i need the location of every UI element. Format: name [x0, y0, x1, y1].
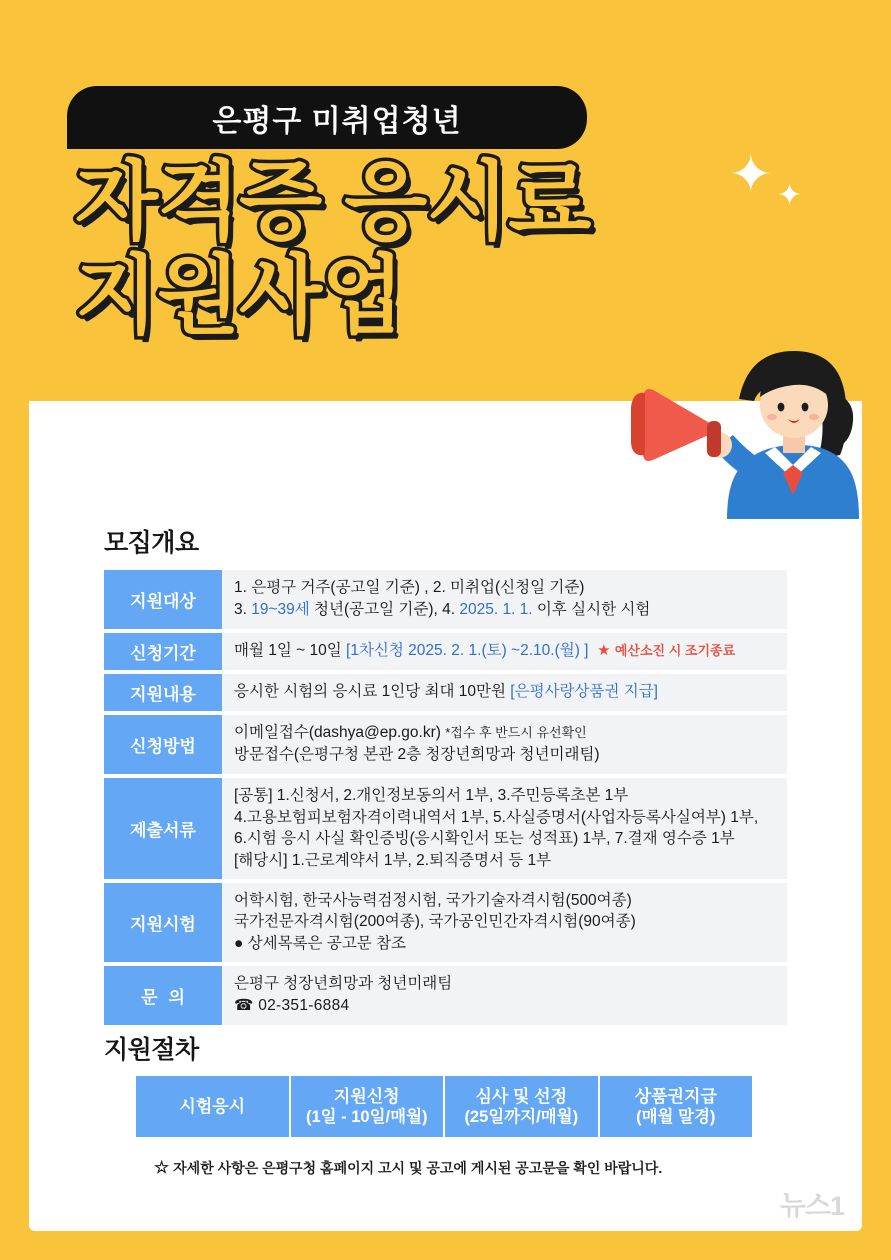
footnote-text: 자세한 사항은 은평구청 홈페이지 고시 및 공고에 게시된 공고문을 확인 바랍니다. [173, 1160, 663, 1176]
row-label: 지원내용 [104, 674, 222, 711]
step-line1: 시험응시 [179, 1096, 246, 1116]
row-value [222, 778, 787, 879]
overview-table [104, 566, 787, 1029]
step-line2: (1일 - 10일/매월) [305, 1107, 428, 1126]
row-value-phone: ☎ 02-351-6884 [234, 997, 350, 1015]
row-value-line: 4.고용보험피보험자격이력내역서 1부, 5.사실증명서(사업자등록사실여부) 1부, [234, 808, 759, 826]
star-icon: ☆ [154, 1158, 170, 1177]
table-row [104, 674, 787, 711]
row-value-line: 어학시험, 한국사능력검정시험, 국가기술자격시험(500여종) [234, 891, 632, 909]
process-step [136, 1076, 291, 1137]
header-tag-label: 은평구 미취업청년 [212, 104, 462, 138]
row-label: 제출서류 [104, 778, 222, 879]
row-value [222, 883, 787, 962]
row-value-line: 1. 은평구 거주(공고일 기준) , 2. 미취업(신청일 기준) [234, 579, 585, 596]
row-value [222, 966, 787, 1025]
row-value [222, 715, 787, 774]
row-value [222, 674, 787, 711]
process-step [600, 1076, 753, 1137]
page-title-line1: 자격증 응시료 [75, 154, 591, 250]
table-row [104, 715, 787, 774]
process-step [445, 1076, 600, 1137]
row-value-line: 매월 1일 ~ 10일 [1차신청 2025. 2. 1.(토) ~2.10.(월) ] ★ 예산소진 시 조기종료 [234, 642, 736, 660]
row-value-line: 국가전문자격시험(200여종), 국가공인민간자격시험(90여종) [234, 913, 636, 931]
row-value-line: 응시한 시험의 응시료 1인당 최대 10만원 [은평사랑상품권 지급] [234, 683, 658, 701]
megaphone-woman-illustration [589, 329, 859, 534]
process-step [291, 1076, 446, 1137]
watermark: 뉴스1 [779, 1191, 844, 1221]
row-value [222, 570, 787, 629]
sparkle-icon-small: ✦ [777, 179, 803, 212]
table-row [104, 570, 787, 629]
row-value [222, 633, 787, 670]
step-line2: (25일까지/매월) [464, 1107, 579, 1126]
section-title-process: 지원절차 [104, 1036, 199, 1064]
step-line2: (매월 말경) [636, 1107, 716, 1126]
footnote [154, 1158, 662, 1178]
process-steps [134, 1074, 754, 1139]
row-value-line: 6.시험 응시 사실 확인증빙(응시확인서 또는 성적표) 1부, 7.결재 영수증 1부 [234, 830, 735, 848]
row-label: 신청방법 [104, 715, 222, 774]
section-title-overview: 모집개요 [104, 529, 199, 557]
table-row [104, 966, 787, 1025]
row-value-line: ● 상세목록은 공고문 참조 [234, 935, 407, 952]
row-label: 문의 [104, 966, 222, 1025]
step-line1: 지원신청 [333, 1086, 400, 1106]
row-label: 지원대상 [104, 570, 222, 629]
row-label: 신청기간 [104, 633, 222, 670]
header-tag [67, 86, 587, 149]
table-row [104, 883, 787, 962]
poster-canvas [29, 29, 862, 1231]
page-title [75, 154, 591, 344]
row-value-line: [해당시] 1.근로계약서 1부, 2.퇴직증명서 등 1부 [234, 851, 552, 869]
table-row [104, 778, 787, 879]
row-value-line: [공통] 1.신청서, 2.개인정보동의서 1부, 3.주민등록초본 1부 [234, 786, 629, 804]
page-title-line2: 지원사업 [75, 247, 404, 344]
sparkle-icon-large: ✦ [729, 146, 773, 204]
row-value-line: 이메일접수(dashya@ep.go.kr) *접수 후 반드시 유선확인 [234, 723, 587, 741]
table-row [104, 633, 787, 670]
step-line1: 심사 및 선정 [475, 1086, 568, 1106]
row-value-line: 은평구 청장년희망과 청년미래팀 [234, 974, 453, 992]
row-value-line: 3. 19~39세 청년(공고일 기준), 4. 2025. 1. 1. 이후 실시한 시험 [234, 601, 651, 619]
step-line1: 상품권지급 [634, 1086, 717, 1106]
row-label: 지원시험 [104, 883, 222, 962]
row-value-line: 방문접수(은평구청 본관 2층 청장년희망과 청년미래팀) [234, 746, 600, 764]
